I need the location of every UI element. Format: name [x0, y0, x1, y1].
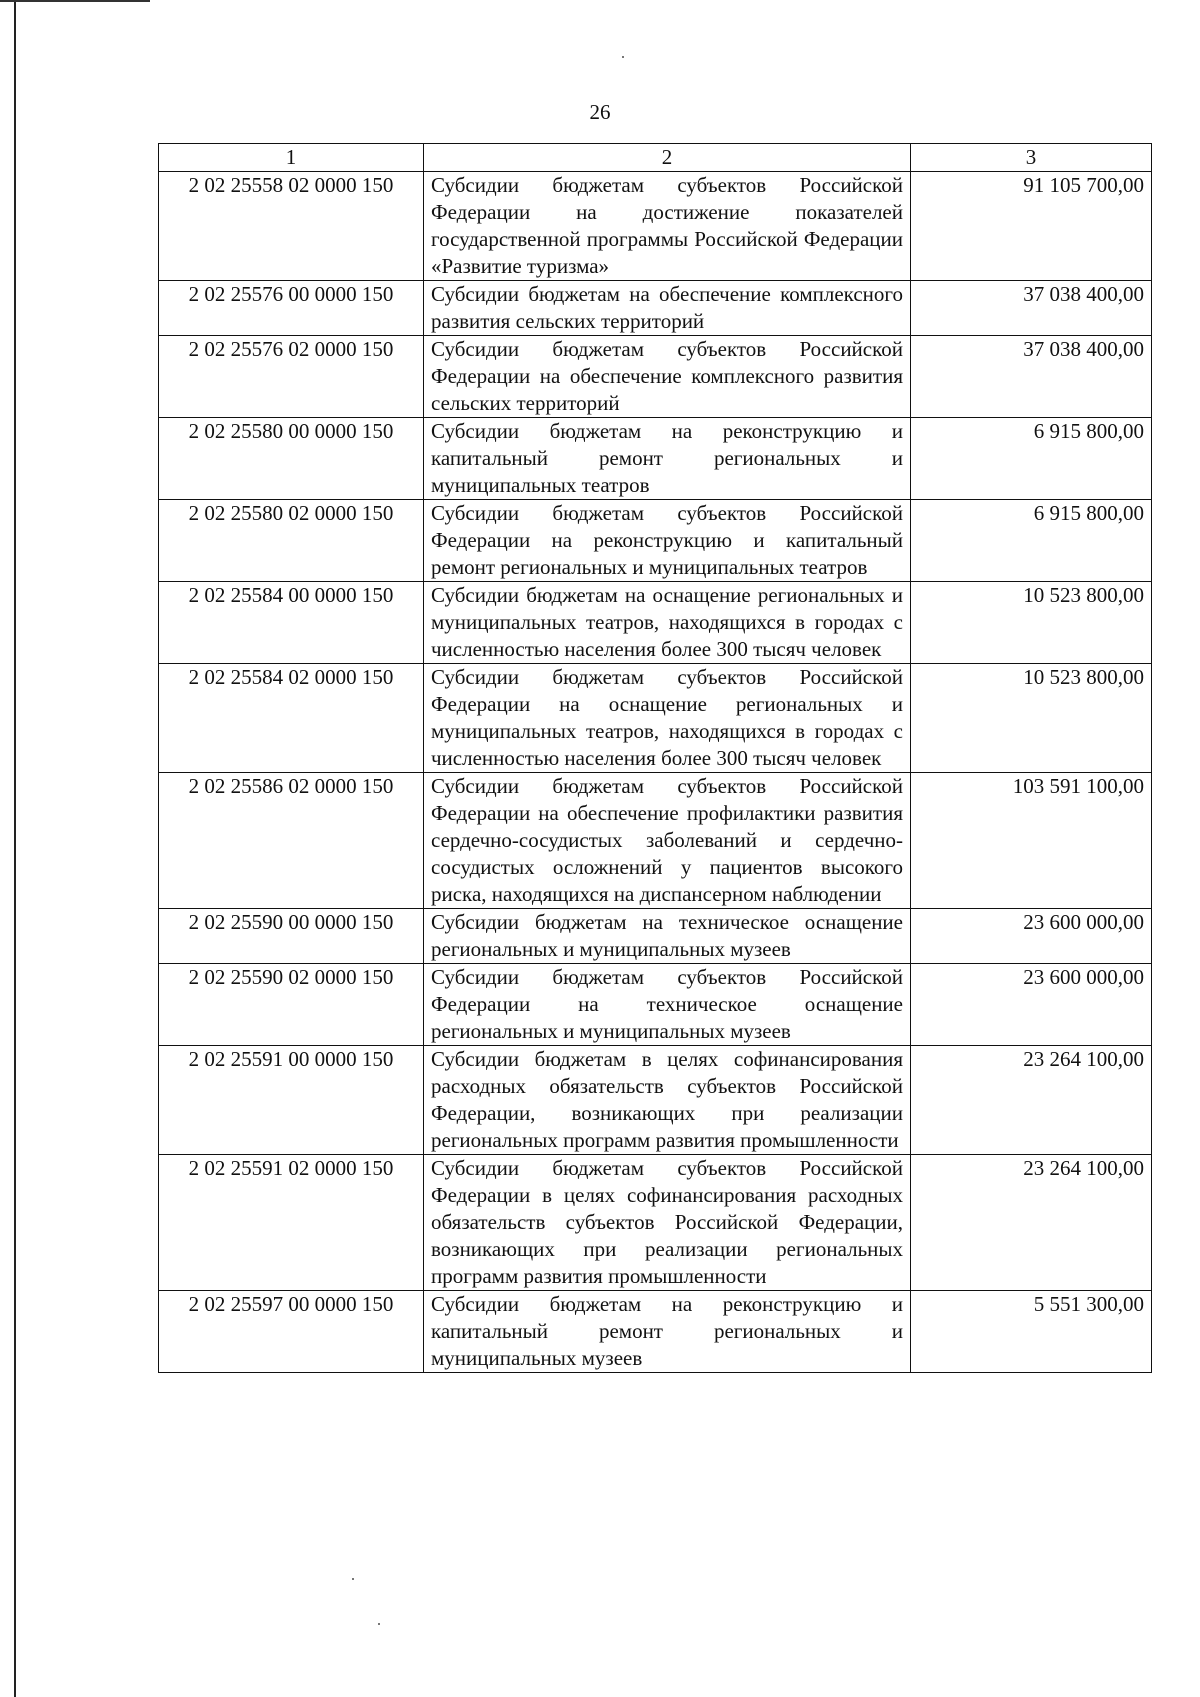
budget-revenue-table [158, 143, 1152, 1373]
description-cell: Субсидии бюджетам субъектов Российской Федерации на достижение показателей государственной программы Российской Федерации «Развитие туризма» [424, 172, 911, 281]
budget-code-cell: 2 02 25580 02 0000 150 [159, 500, 424, 582]
amount-cell: 23 600 000,00 [911, 909, 1152, 964]
amount-cell: 91 105 700,00 [911, 172, 1152, 281]
table-row [159, 582, 1152, 664]
table-row [159, 964, 1152, 1046]
amount-cell: 23 264 100,00 [911, 1046, 1152, 1155]
description-cell: Субсидии бюджетам субъектов Российской Федерации в целях софинансирования расходных обязательств субъектов Российской Федерации, возникающих при реализации региональных программ развития промышленности [424, 1155, 911, 1291]
description-cell: Субсидии бюджетам на реконструкцию и капитальный ремонт региональных и муниципальных театров [424, 418, 911, 500]
description-cell: Субсидии бюджетам субъектов Российской Федерации на оснащение региональных и муниципальных театров, находящихся в городах с численностью населения более 300 тысяч человек [424, 664, 911, 773]
amount-cell: 5 551 300,00 [911, 1291, 1152, 1373]
amount-cell: 23 600 000,00 [911, 964, 1152, 1046]
amount-cell: 37 038 400,00 [911, 336, 1152, 418]
amount-cell: 6 915 800,00 [911, 418, 1152, 500]
scan-border-top [0, 0, 150, 2]
table-row [159, 664, 1152, 773]
amount-cell: 103 591 100,00 [911, 773, 1152, 909]
budget-code-cell: 2 02 25584 00 0000 150 [159, 582, 424, 664]
budget-code-cell: 2 02 25576 02 0000 150 [159, 336, 424, 418]
scan-border-left [14, 0, 16, 1697]
budget-code-cell: 2 02 25580 00 0000 150 [159, 418, 424, 500]
scan-speck [622, 56, 624, 58]
table-row [159, 500, 1152, 582]
amount-cell: 6 915 800,00 [911, 500, 1152, 582]
budget-code-cell: 2 02 25584 02 0000 150 [159, 664, 424, 773]
table-row [159, 418, 1152, 500]
table-row [159, 773, 1152, 909]
page-number: 26 [589, 100, 611, 124]
column-header-code: 1 [159, 144, 424, 172]
budget-code-cell: 2 02 25586 02 0000 150 [159, 773, 424, 909]
budget-code-cell: 2 02 25591 00 0000 150 [159, 1046, 424, 1155]
description-cell: Субсидии бюджетам на реконструкцию и капитальный ремонт региональных и муниципальных музеев [424, 1291, 911, 1373]
table-row [159, 909, 1152, 964]
amount-cell: 23 264 100,00 [911, 1155, 1152, 1291]
budget-code-cell: 2 02 25590 00 0000 150 [159, 909, 424, 964]
column-header-description: 2 [424, 144, 911, 172]
table-row [159, 172, 1152, 281]
column-header-amount: 3 [911, 144, 1152, 172]
description-cell: Субсидии бюджетам на обеспечение комплексного развития сельских территорий [424, 281, 911, 336]
amount-cell: 10 523 800,00 [911, 664, 1152, 773]
table-row [159, 1291, 1152, 1373]
budget-code-cell: 2 02 25576 00 0000 150 [159, 281, 424, 336]
table-row [159, 281, 1152, 336]
scan-speck [378, 1623, 380, 1625]
description-cell: Субсидии бюджетам субъектов Российской Федерации на обеспечение профилактики развития сердечно-сосудистых заболеваний и сердечно-сосудистых осложнений у пациентов высокого риска, находящихся на диспансерном наблюдении [424, 773, 911, 909]
description-cell: Субсидии бюджетам на оснащение региональных и муниципальных театров, находящихся в городах с численностью населения более 300 тысяч человек [424, 582, 911, 664]
budget-code-cell: 2 02 25591 02 0000 150 [159, 1155, 424, 1291]
table-row [159, 1155, 1152, 1291]
budget-code-cell: 2 02 25590 02 0000 150 [159, 964, 424, 1046]
table-header-row [159, 144, 1152, 172]
amount-cell: 10 523 800,00 [911, 582, 1152, 664]
description-cell: Субсидии бюджетам субъектов Российской Федерации на техническое оснащение региональных и муниципальных музеев [424, 964, 911, 1046]
table-row [159, 336, 1152, 418]
scan-speck [352, 1578, 354, 1580]
description-cell: Субсидии бюджетам в целях софинансирования расходных обязательств субъектов Российской Федерации, возникающих при реализации региональных программ развития промышленности [424, 1046, 911, 1155]
description-cell: Субсидии бюджетам субъектов Российской Федерации на реконструкцию и капитальный ремонт региональных и муниципальных театров [424, 500, 911, 582]
table-row [159, 1046, 1152, 1155]
description-cell: Субсидии бюджетам на техническое оснащение региональных и муниципальных музеев [424, 909, 911, 964]
description-cell: Субсидии бюджетам субъектов Российской Федерации на обеспечение комплексного развития сельских территорий [424, 336, 911, 418]
budget-code-cell: 2 02 25597 00 0000 150 [159, 1291, 424, 1373]
amount-cell: 37 038 400,00 [911, 281, 1152, 336]
budget-code-cell: 2 02 25558 02 0000 150 [159, 172, 424, 281]
